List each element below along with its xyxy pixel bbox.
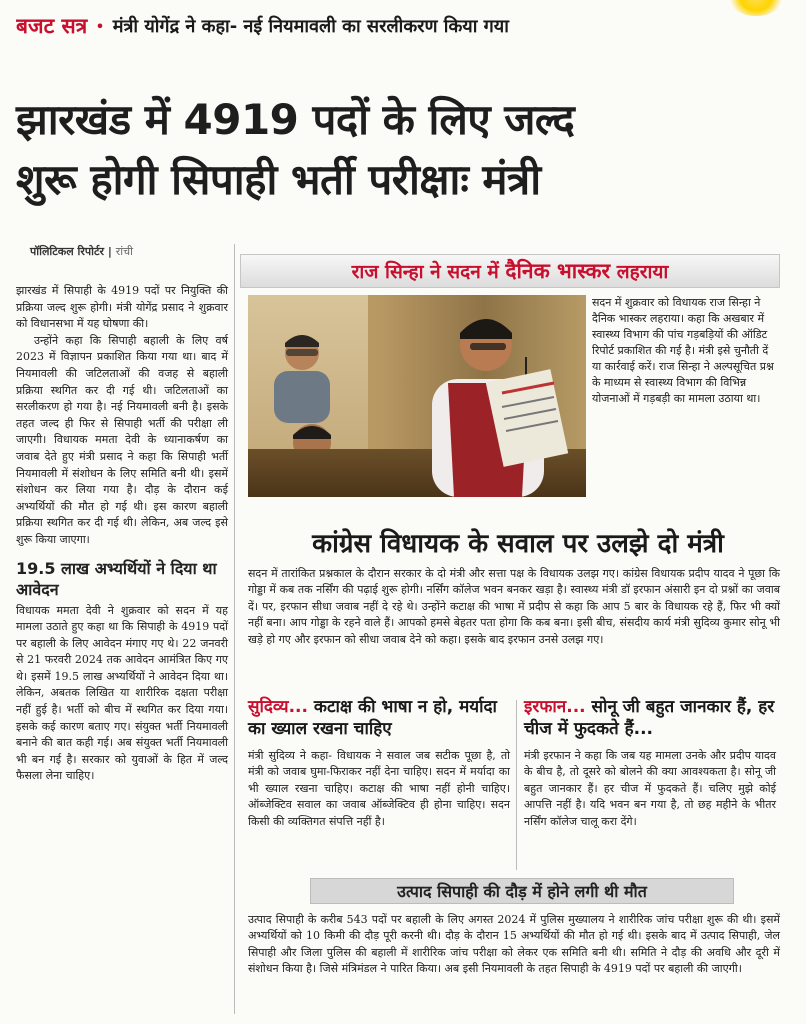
quote-divider (516, 700, 517, 870)
headline-line-2: शुरू होगी सिपाही भर्ती परीक्षाः मंत्री (16, 155, 541, 204)
column-divider (234, 244, 235, 1014)
left-paragraph-3: विधायक ममता देवी ने शुक्रवार को सदन में यह मामला उठाते हुए कहा था कि सिपाही के 4919 पदों पर बहाली के लिए आवेदन मंगाए गए थे। 22 जनवरी से 21 फरवरी 2024 तक आवेदन आमंत्रित किए गए थे। इसमें 19.5 लाख अभ्यर्थियों ने आवेदन दिया था। लेकिन, अबतक लिखित या शारीरिक दक्षता परीक्षा नहीं हुई है। भर्ती को बीच में स्थगित कर दिया गया। इसके कई कारण बताए गए। संयुक्त भर्ती नियमावली बनाने की बात कही गई। अब संयुक्त भर्ती नियमावली भी बन गई है। सरकार को युवाओं के हित में जल्द फैसला लेना चाहिए। (16, 603, 228, 783)
bottom-bar-title: उत्पाद सिपाही की दौड़ में होने लगी थी मौत (310, 878, 734, 904)
bottom-body: उत्पाद सिपाही के करीब 543 पदों पर बहाली के लिए अगस्त 2024 में पुलिस मुख्यालय ने शारीरिक जांच परीक्षा शुरू की थी। इसमें अभ्यर्थियों को 10 किमी की दौड़ पूरी करनी थी। दौड़ के दौरान 15 अभ्यर्थियों की मौत हो गई थी। इसके बाद में उत्पाद सिपाही, जेल सिपाही और जिला पुलिस की बहाली में शारीरिक जांच परीक्षा को लेकर एक समिति बनी थी। समिति ने दौड़ की अवधि और दूरी में संशोधन किया है। जिसे मंत्रिमंडल ने पारित किया। अब इसी नियमावली के तहत सिपाही के 4919 पदों पर बहाली की जाएगी। (248, 913, 780, 976)
photo-banner (240, 254, 780, 288)
left-paragraph-1: झारखंड में सिपाही के 4919 पदों पर नियुक्ति की प्रक्रिया जल्द शुरू होगी। मंत्री योगेंद्र प्रसाद ने शुक्रवार को विधानसभा में यह घोषणा की। (16, 284, 228, 331)
quote-2-body: मंत्री इरफान ने कहा कि जब यह मामला उनके और प्रदीप यादव के बीच है, तो दूसरे को बोलने की क्या आवश्यकता है। सोनू जी बहुत जानकार हैं। हर चीज में फुदकते हैं। चलिए मुझे कोई आपत्ति नहीं है। यदि भवन बन गया है, तो छह महीने के भीतर नर्सिंग कॉलेज चालू करा देंगे। (524, 749, 776, 828)
photo-banner-post: लहराया (616, 261, 669, 283)
photo-caption: सदन में शुक्रवार को विधायक राज सिन्हा ने दैनिक भास्कर लहराया। कहा कि अखबार में स्वास्थ्य विभाग की पांच गड़बड़ियों की ऑडिट रिपोर्ट प्रकाशित की गई है। मंत्री इसे चुनौती दें या कार्रवाई करें। राज सिन्हा ने अल्पसूचित प्रश्न के माध्यम से स्वास्थ्य विभाग की विभिन्न योजनाओं में गड़बड़ी का मामला उठाया था। (592, 296, 774, 405)
headline (16, 84, 796, 228)
quote-1-name: सुदिव्य... (248, 697, 308, 717)
photo-banner-pre: राज सिन्हा ने सदन में (351, 261, 499, 283)
quote-2-heading (524, 696, 786, 740)
section-title: कांग्रेस विधायक के सवाल पर उलझे दो मंत्री (312, 529, 724, 559)
quote-1-heading (248, 696, 510, 740)
kicker-text: मंत्री योगेंद्र ने कहा- नई नियमावली का सरलीकरण किया गया (112, 16, 509, 37)
left-column (16, 283, 228, 785)
section-body: सदन में तारांकित प्रश्नकाल के दौरान सरकार के दो मंत्री और सत्ता पक्ष के विधायक उलझ गए। कांग्रेस विधायक प्रदीप यादव ने पूछा कि गोड्डा में कब तक नर्सिंग की पढ़ाई शुरू होगी। नर्सिंग कॉलेज भवन बनकर खड़ा है। स्वास्थ्य मंत्री डॉ इरफान अंसारी इन दो प्रश्नों का जवाब दें। पर, इरफान सीधा जवाब नहीं दे रहे थे। उन्होंने कटाक्ष की भाषा में प्रदीप से कहा कि आप 5 बार के विधायक रहे हैं, फिर भी क्यों नहीं बना। आप गोड्डा के रहने वाले हैं। आपको हमसे बेहतर पता होगा कि कब बना। इसी बीच, संसदीय कार्य मंत्री सुदिव्य कुमार सोनू भी खड़े हो गए और इरफान को सीधा जवाब देने को कहा। इसके बाद इरफान उनसे उलझ गए। (248, 567, 780, 646)
headline-line-1: झारखंड में 4919 पदों के लिए जल्द (16, 95, 575, 144)
kicker (16, 10, 776, 42)
kicker-tag: बजट सत्र (16, 14, 88, 38)
left-subhead: 19.5 लाख अभ्यर्थियों ने दिया था आवेदन (16, 558, 217, 599)
byline-city: रांची (115, 245, 133, 258)
assembly-photo (248, 295, 586, 497)
photo-banner-brand: दैनिक भास्कर (505, 259, 611, 283)
kicker-bullet: • (95, 16, 105, 36)
byline: पॉलिटिकल रिपोर्टर | रांची (30, 245, 133, 258)
byline-reporter: पॉलिटिकल रिपोर्टर (30, 245, 105, 258)
seated-man-figure (256, 323, 346, 423)
quote-2-head: सोनू जी बहुत जानकार हैं, हर चीज में फुदकते हैं... (524, 697, 775, 739)
left-paragraph-2: उन्होंने कहा कि सिपाही बहाली के लिए वर्ष 2023 में विज्ञापन प्रकाशित किया गया था। बाद में नियमावली की जटिलताओं की वजह से बहाली प्रक्रिया स्थगित कर दी गई थी। जटिलताओं का सरलीकरण हो गया है। नई नियमावली बनी है। इसके तहत जल्द ही फिर से सिपाही भर्ती की परीक्षा ली जाएगी। विधायक ममता देवी के ध्यानाकर्षण का जवाब देते हुए मंत्री प्रसाद ने कहा कि सिपाही भर्ती नियमावली में संशोधन के लिए समिति बनी थी। इसमें संशोधन कर लिया गया है। दौड़ के दौरान कई अभ्यर्थियों की मौत हो गई थी। इस कारण बहाली प्रक्रिया स्थगित कर दी गई थी। लेकिन, अब जल्द इसे शुरू किया जाएगा। (16, 333, 228, 546)
quote-1-body: मंत्री सुदिव्य ने कहा- विधायक ने सवाल जब सटीक पूछा है, तो मंत्री को जवाब घुमा-फिराकर नहीं देना चाहिए। सदन में मर्यादा का भी ख्याल रखना चाहिए। कटाक्ष की भाषा नहीं होनी चाहिए। ऑब्जेक्टिव सवाल का जवाब ऑब्जेक्टिव ही होना चाहिए। सदन किसी की व्यक्तिगत संपत्ति नहीं है। (248, 749, 510, 828)
standing-mla-figure (398, 297, 578, 497)
quote-2-name: इरफान... (524, 697, 586, 717)
quote-1-head: कटाक्ष की भाषा न हो, मर्यादा का ख्याल रखना चाहिए (248, 697, 497, 739)
